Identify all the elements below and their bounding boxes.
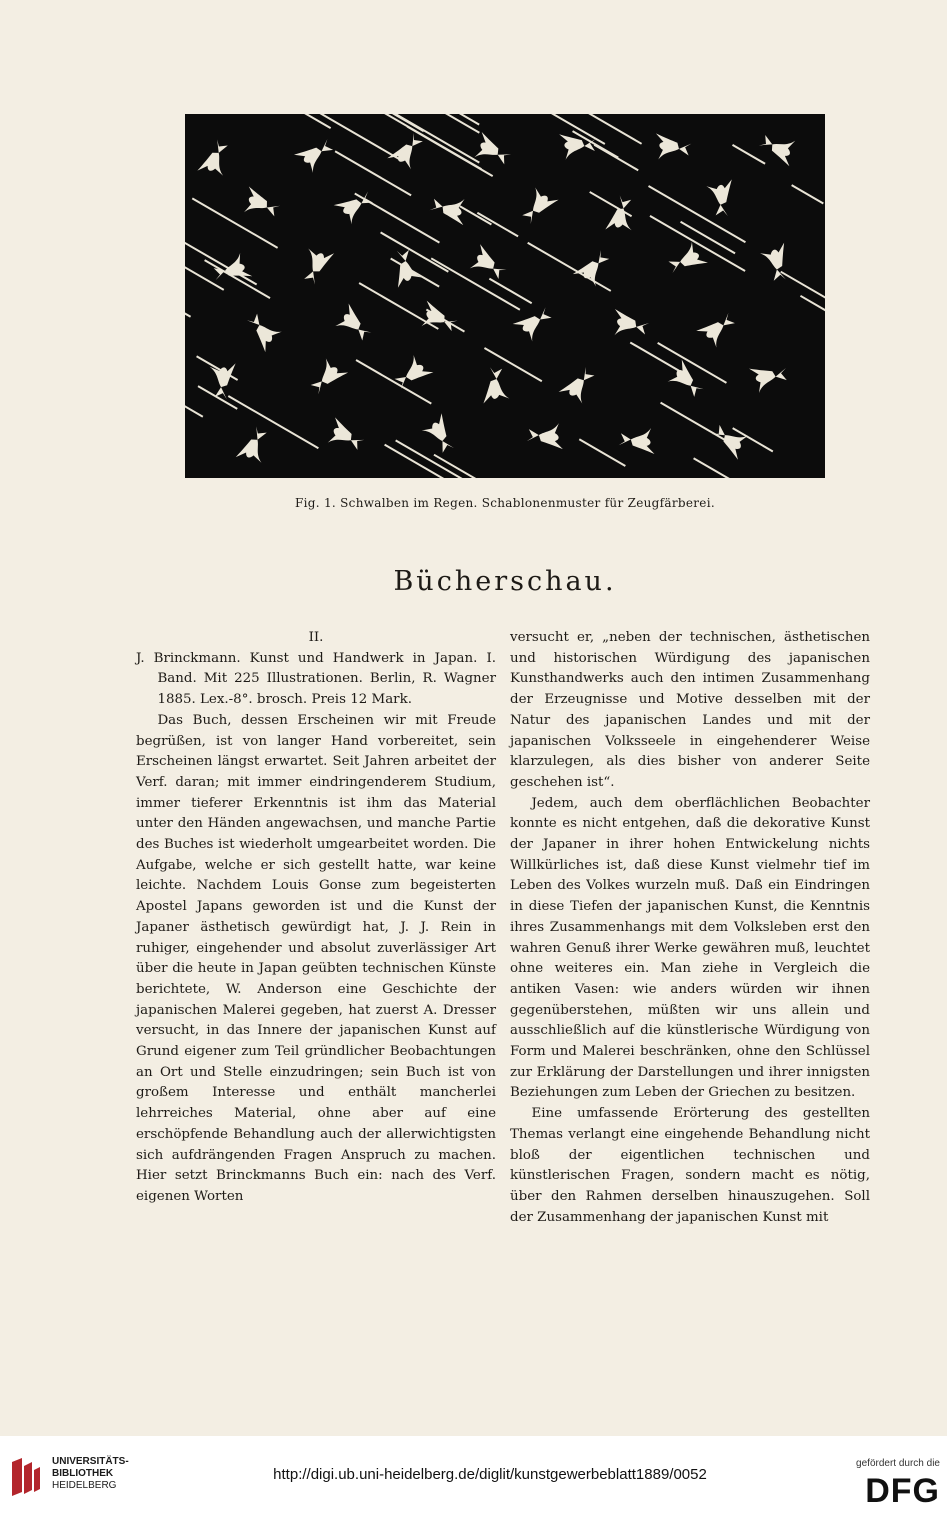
swallow-motif [471, 132, 515, 171]
swallow-motif [298, 245, 334, 287]
review-paragraph-1: Das Buch, dessen Erscheinen wir mit Freude begrüßen, ist von langer Hand vorbereitet, sein Erscheinen längst erwartet. Seit Jahren arbeitet der Verf. daran; mit immer eindringenderem Studium, immer tieferer Erkenntnis ist ihm das Material unter den Händen angewachsen, und manche Partie des Buches ist wiederholt umgearbeitet worden. Die Aufgabe, welche er sich gestellt hatte, war keine leichte. Nachdem Louis Gonse zum begeisterten Apostel Japans geworden ist und die Kunst der Japaner ästhetisch gewürdigt hat, J. J. Rein in ruhiger, eingehender und absolut zuverlässiger Art über die heute in Japan geübten technischen Künste berichtete, W. Anderson eine Geschichte der japanischen Malerei gegeben, hat zuerst A. Dresser versucht, in das Innere der japanischen Kunst auf Grund eigener zum Teil gründlicher Beobachtungen an Ort und Stelle einzudringen; sein Buch ist von großem Interesse und enthält mancherlei lehrreiches Material, ohne aber auf eine erschöpfende Behandlung auch der allerwichtigsten sich aufdrängenden Fragen Anspruch zu machen. Hier setzt Brinckmanns Buch ein: nach des Verf. eigenen Worten [136, 712, 496, 1204]
sponsor-label: gefördert durch die [856, 1458, 940, 1469]
swallows-in-rain-illustration [185, 114, 825, 478]
rain-streak [381, 232, 449, 271]
rain-streak [579, 439, 625, 466]
swallow-motif [527, 423, 563, 449]
swallow-motif [324, 417, 368, 456]
swallow-motif [706, 179, 736, 218]
swallow-motif [559, 362, 601, 406]
rain-streak [390, 114, 423, 131]
university-logo-icon [8, 1456, 44, 1498]
swallow-motif [294, 133, 338, 176]
swallow-motif [236, 424, 273, 467]
swallow-motif [605, 194, 637, 234]
swallow-motif [197, 137, 234, 180]
swallow-motif [707, 419, 751, 460]
swallow-motif [618, 427, 655, 454]
swallow-motif [759, 243, 794, 285]
swallow-motif [418, 301, 461, 338]
rain-streak [434, 455, 511, 478]
swallow-motif [482, 367, 509, 404]
rain-streak [407, 127, 493, 177]
swallow-motif [305, 355, 348, 399]
swallow-motif [696, 307, 740, 350]
swallow-motif [516, 184, 558, 228]
rain-streak [185, 239, 257, 284]
rain-streak [484, 348, 541, 381]
swallow-motif [611, 309, 651, 341]
swallow-motif [389, 246, 423, 287]
rain-streak [477, 213, 518, 237]
swallow-motif [334, 185, 378, 227]
swallow-motif [241, 308, 284, 352]
review-paragraph-2: versucht er, „neben der technischen, ästhetischen und historischen Würdigung des japanischen Kunsthandwerks auch den intimen Zusammenhang der Erzeugnisse und Motive desselben mit der Natur des japanischen Landes und mit der japanischen Volksseele in eingehenderer Weise klarzulegen, als dies bisher von anderer Seite geschehen ist“. [510, 630, 870, 790]
rain-streak [658, 343, 727, 383]
stencil-pattern-image [185, 114, 825, 478]
rain-streak [781, 272, 825, 299]
rain-streak [489, 279, 531, 304]
review-paragraph-4: Eine umfassende Erörterung des gestellten Themas verlangt eine eingehende Behandlung nicht bloß der eigentlichen technischen und künstlerischen Fragen, sondern macht es nötig, über den Rahmen derselben hinauszugehen. Soll der Zusammenhang der japanischen Kunst mit [510, 1106, 870, 1225]
swallow-motif [573, 245, 615, 289]
swallow-motif [428, 193, 468, 226]
swallow-motif [654, 133, 692, 161]
document-url-link[interactable]: http://digi.ub.uni-heidelberg.de/diglit/kunstgewerbeblatt1889/0052 [273, 1466, 707, 1483]
figure-caption: Fig. 1. Schwalben im Regen. Schablonenmuster für Zeugfärberei. [295, 496, 715, 510]
rain-streak [528, 243, 611, 291]
swallow-motif [389, 352, 433, 395]
rain-streak [594, 145, 638, 171]
rain-streak [308, 114, 400, 160]
section-numeral: II. [308, 630, 324, 645]
swallow-motif [466, 244, 510, 285]
rain-streak [694, 458, 762, 478]
rain-streak [661, 403, 726, 441]
rain-streak [732, 145, 765, 164]
section-title: Bücherschau. [393, 566, 617, 597]
rain-streak [460, 206, 492, 224]
rain-streak [792, 185, 824, 203]
rain-streak [228, 396, 318, 448]
institution-name: UNIVERSITÄTS- BIBLIOTHEK HEIDELBERG [52, 1456, 129, 1491]
swallow-motif [210, 252, 252, 288]
rain-streak [185, 371, 203, 417]
swallow-motif [420, 413, 461, 457]
swallow-motif [749, 360, 790, 394]
review-paragraph-3: Jedem, auch dem oberflächlichen Beobachter konnte es nicht entgehen, daß die dekorative Kunst der Japaner in ihrer hohen Entwickelung nichts Willkürliches ist, daß diese Kunst vielmehr tief im Leben des Volkes wurzeln muß. Daß ein Eindringen in diese Tiefen der japanischen Kunst, die Kenntnis ihres Zusammenhangs mit dem Volksleben erst den wahren Genuß ihrer Werke gewähren muß, leuchtet ohne weiteres ein. Man ziehe in Vergleich die antiken Vasen: wie anders würden wir ihnen gegenüberstehen, müßten wir uns allein und ausschließlich auf die künstlerische Würdigung von Form und Malerei beschränken, ohne den Schlüssel zur Erklärung der Darstellungen und ihrer innigsten Beziehungen zum Leben der Griechen zu besitzen. [510, 795, 870, 1101]
rain-streak [424, 114, 479, 133]
rain-streak [649, 186, 746, 242]
swallow-motif [332, 304, 376, 347]
dfg-logo: DFG [865, 1472, 940, 1510]
book-entry: J. Brinckmann. Kunst und Handwerk in Japan. I. Band. Mit 225 Illustrationen. Berlin, R. Wagner 1885. Lex.-8°. brosch. Preis 12 Mark. [136, 650, 496, 708]
swallow-motif [513, 301, 557, 344]
rain-streak [259, 114, 331, 128]
footer-bar [0, 1436, 947, 1516]
swallow-motif [756, 129, 799, 167]
rain-streak [630, 342, 679, 370]
left-column [136, 628, 496, 1208]
swallow-motif [240, 186, 283, 222]
rain-streak [800, 296, 825, 331]
right-column [510, 628, 870, 1228]
